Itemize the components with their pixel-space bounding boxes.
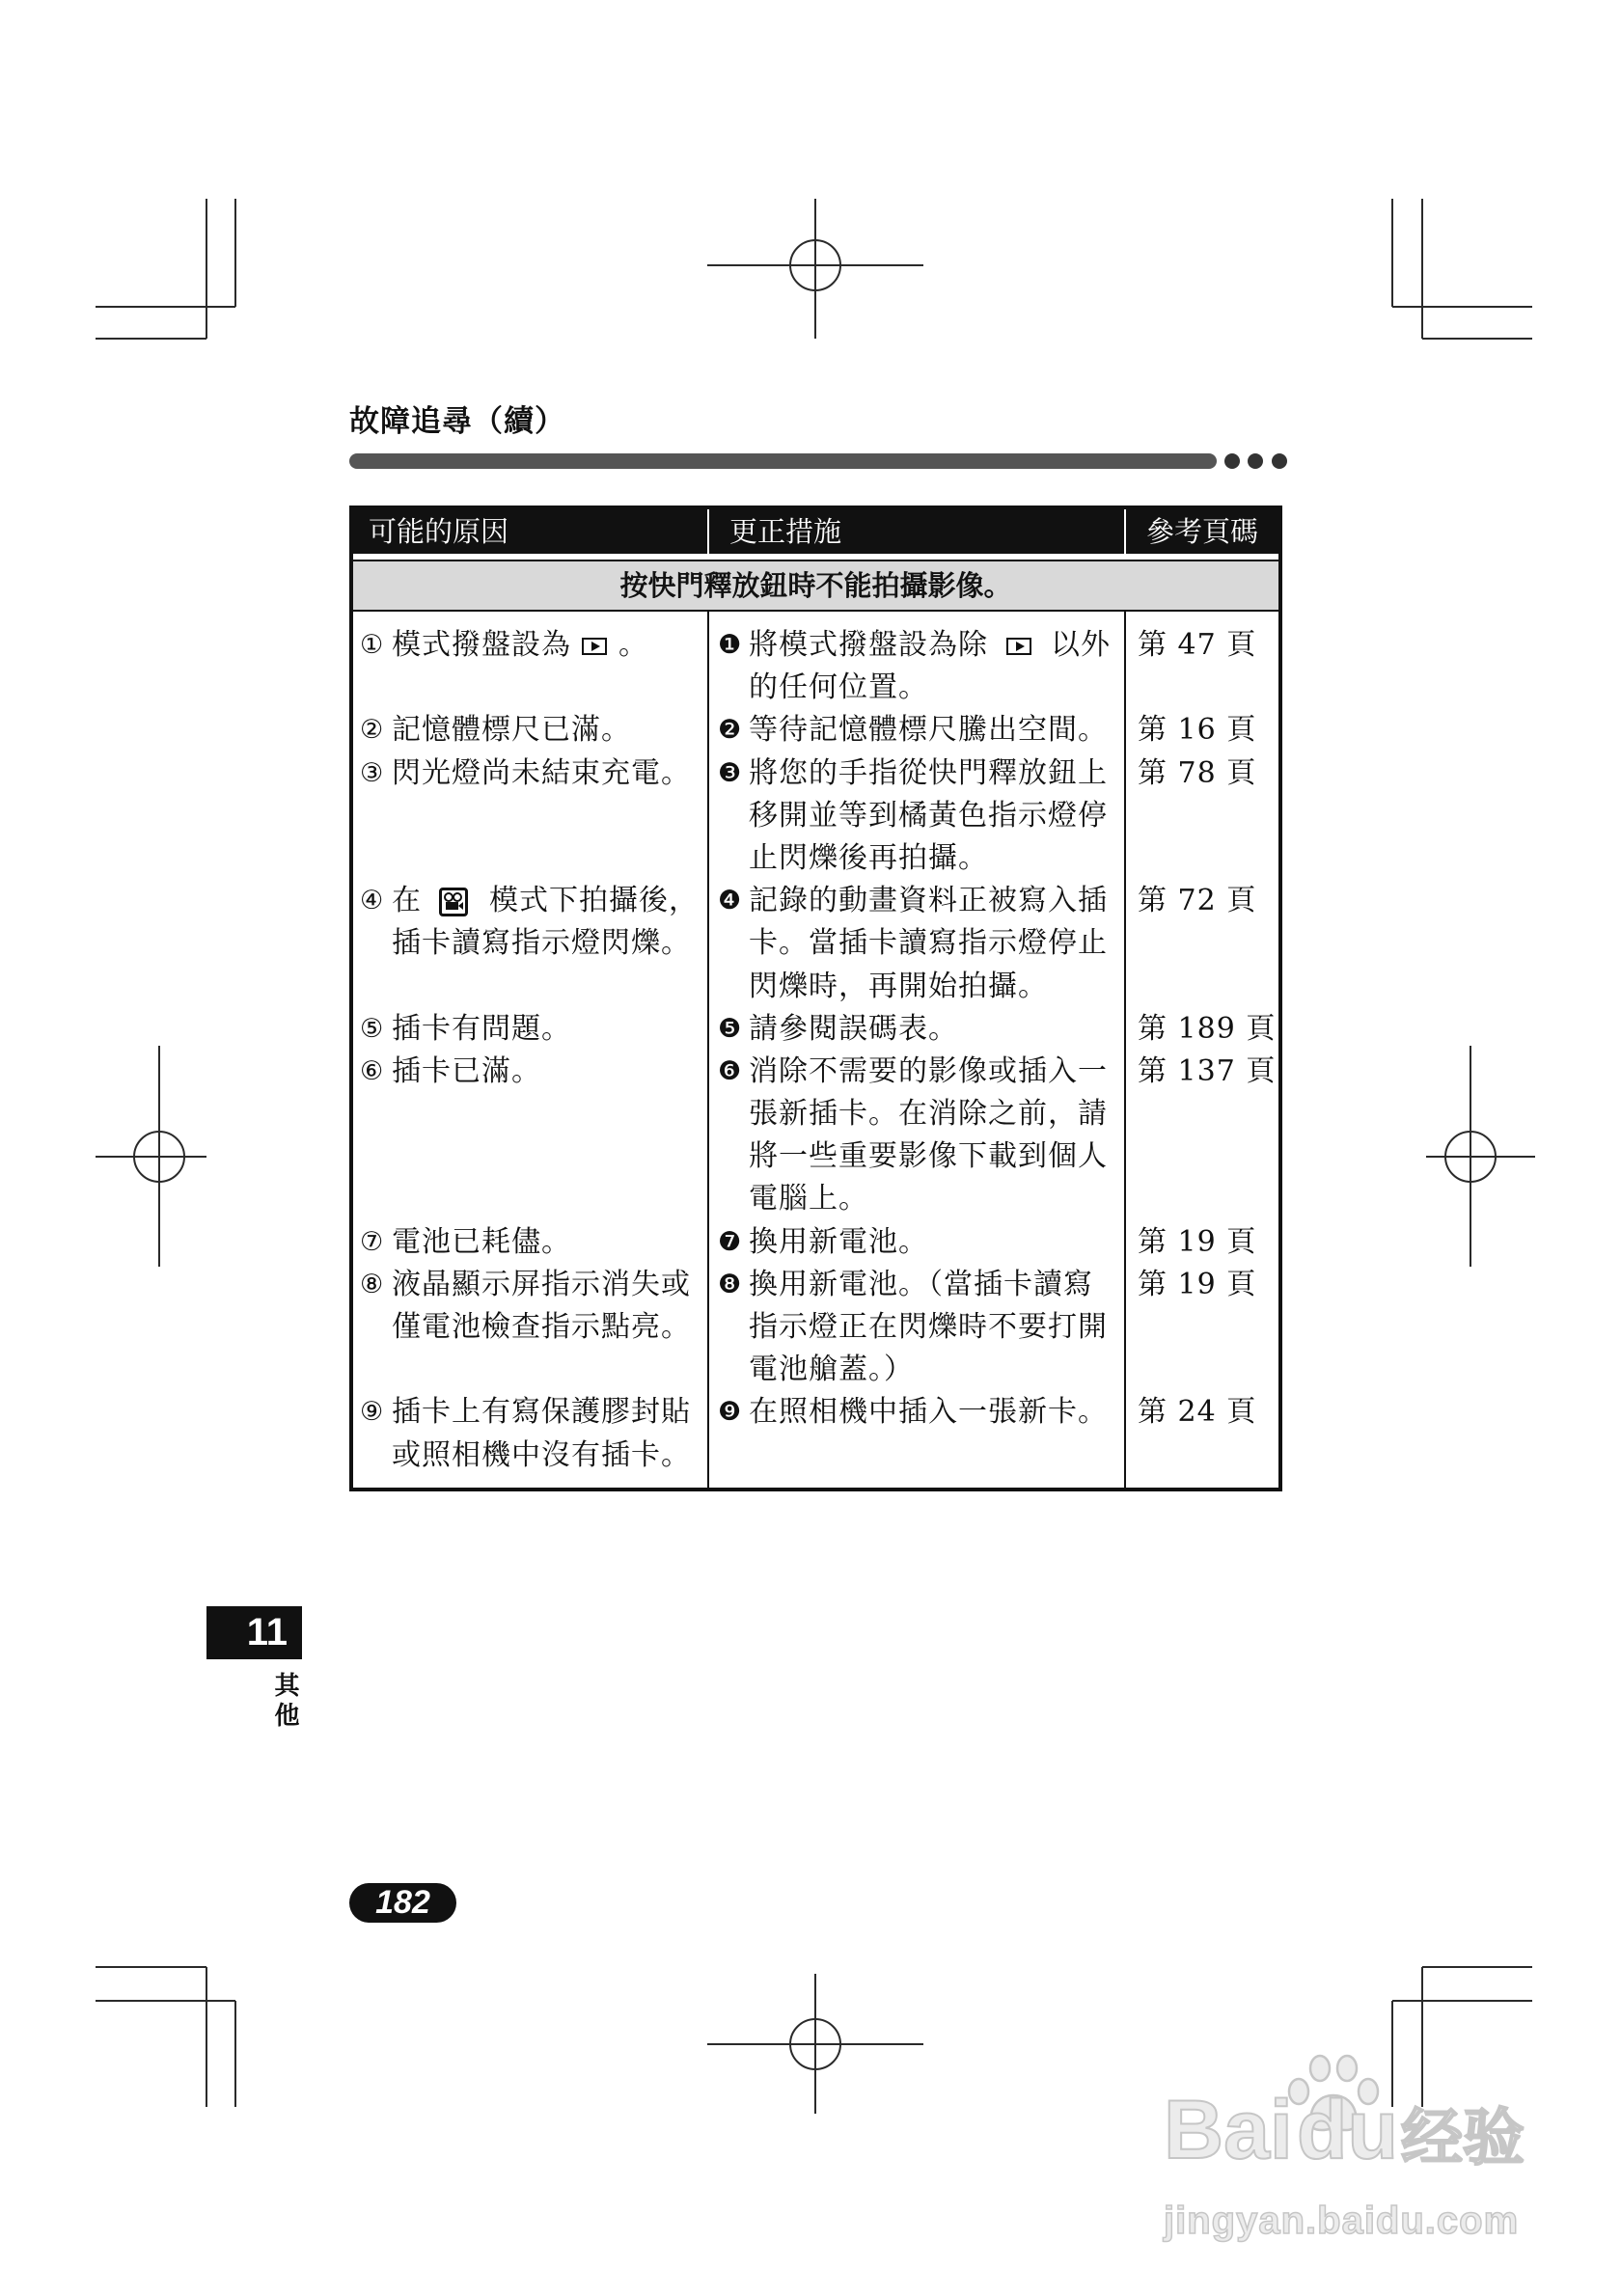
cause-marker: ⑦ bbox=[360, 1226, 384, 1257]
cause-lines bbox=[392, 880, 699, 965]
chapter-label: 其他 bbox=[270, 1672, 299, 1732]
cause-lines bbox=[392, 1051, 541, 1093]
fix-lines bbox=[749, 752, 1108, 881]
cause-marker: ⑧ bbox=[360, 1269, 384, 1299]
table-row bbox=[353, 1008, 1278, 1051]
cause-lines bbox=[392, 1008, 571, 1051]
fix-line: 的任何位置。 bbox=[749, 670, 928, 705]
watermark-brand: du bbox=[1297, 2084, 1399, 2176]
fix-marker: ❹ bbox=[718, 886, 742, 916]
section-title: 故障追尋（續） bbox=[349, 404, 565, 439]
table-row bbox=[353, 880, 1278, 1008]
fix-line: 閃爍時，再開始拍攝。 bbox=[749, 969, 1048, 1003]
watermark-url: jingyan.baidu.com bbox=[1164, 2200, 1520, 2242]
cause-marker: ④ bbox=[360, 886, 384, 916]
cause-line: 插卡讀寫指示燈閃爍。 bbox=[392, 926, 691, 961]
page-reference: 第 72 頁 bbox=[1138, 884, 1257, 918]
page-cell bbox=[1124, 1391, 1278, 1476]
page-number: 182 bbox=[349, 1883, 456, 1923]
cause-text: 模式下拍攝後， bbox=[489, 884, 699, 918]
table-row bbox=[353, 1391, 1278, 1476]
fix-line: 換用新電池。（當插卡讀寫 bbox=[749, 1267, 1093, 1301]
page-reference: 第 19 頁 bbox=[1138, 1224, 1257, 1259]
fix-lines bbox=[749, 1221, 928, 1264]
title-rule-bar bbox=[349, 453, 1217, 469]
table-row bbox=[353, 1221, 1278, 1264]
fix-line: 換用新電池。 bbox=[749, 1224, 928, 1259]
fix-cell bbox=[707, 1391, 1124, 1476]
cause-marker: ⑨ bbox=[360, 1397, 384, 1428]
rule-dot bbox=[1248, 453, 1263, 469]
cause-cell bbox=[353, 709, 707, 752]
watermark bbox=[1158, 2051, 1553, 2244]
fix-cell bbox=[707, 752, 1124, 881]
cause-lines bbox=[392, 709, 631, 752]
cause-lines bbox=[392, 624, 648, 667]
cause-line: 插卡已滿。 bbox=[392, 1053, 541, 1088]
cause-text: 在 bbox=[392, 884, 422, 918]
column-divider bbox=[1124, 612, 1126, 1488]
cause-cell bbox=[353, 880, 707, 1008]
cause-line: 液晶顯示屏指示消失或 bbox=[392, 1267, 691, 1301]
fix-line: 消除不需要的影像或插入一 bbox=[749, 1053, 1108, 1088]
cause-lines bbox=[392, 1221, 571, 1264]
column-divider bbox=[707, 612, 709, 1488]
fix-line: 張新插卡。在消除之前，請 bbox=[749, 1097, 1108, 1132]
cause-line: 或照相機中沒有插卡。 bbox=[392, 1437, 691, 1472]
crop-mark-bottom-left bbox=[96, 1967, 235, 2107]
fix-cell bbox=[707, 1008, 1124, 1051]
page-reference: 第 47 頁 bbox=[1138, 628, 1257, 662]
fix-lines bbox=[749, 1051, 1108, 1221]
page-cell bbox=[1124, 624, 1278, 709]
fix-cell bbox=[707, 1264, 1124, 1392]
page-reference: 第 189 頁 bbox=[1138, 1011, 1277, 1046]
fix-lines bbox=[749, 624, 1111, 709]
fix-marker: ❼ bbox=[718, 1226, 742, 1257]
cause-line: 插卡上有寫保護膠封貼 bbox=[392, 1395, 691, 1430]
troubleshooting-table bbox=[349, 506, 1282, 1491]
fix-cell bbox=[707, 709, 1124, 752]
page-cell bbox=[1124, 1264, 1278, 1392]
fix-line: 電腦上。 bbox=[749, 1182, 868, 1216]
watermark-label: 经验 bbox=[1401, 2103, 1525, 2173]
table-row bbox=[353, 752, 1278, 881]
cause-line: 電池已耗儘。 bbox=[392, 1224, 571, 1259]
cause-line bbox=[392, 880, 699, 922]
problem-heading: 按快門釋放鈕時不能拍攝影像。 bbox=[353, 560, 1278, 612]
playback-mode-icon bbox=[1006, 638, 1031, 655]
fix-line: 卡。當插卡讀寫指示燈停止 bbox=[749, 926, 1108, 961]
fix-lines bbox=[749, 1264, 1108, 1392]
table-header-row bbox=[353, 509, 1278, 554]
cause-line: 閃光燈尚未結束充電。 bbox=[392, 755, 691, 790]
rule-dot bbox=[1272, 453, 1287, 469]
cause-cell bbox=[353, 1051, 707, 1221]
cause-text: 。 bbox=[618, 628, 648, 662]
fix-lines bbox=[749, 880, 1108, 1008]
rule-dot bbox=[1224, 453, 1240, 469]
fix-marker: ❽ bbox=[718, 1269, 742, 1299]
registration-mark-left bbox=[96, 1046, 206, 1267]
page-reference: 第 19 頁 bbox=[1138, 1267, 1257, 1301]
movie-mode-icon bbox=[439, 888, 468, 916]
cause-marker: ② bbox=[360, 715, 384, 746]
cause-text: 模式撥盤設為 bbox=[392, 628, 571, 662]
cause-cell bbox=[353, 752, 707, 881]
page-cell bbox=[1124, 1221, 1278, 1264]
page-cell bbox=[1124, 1051, 1278, 1221]
fix-marker: ❾ bbox=[718, 1397, 742, 1428]
cause-line: 僅電池檢查指示點亮。 bbox=[392, 1310, 691, 1344]
cause-lines bbox=[392, 1264, 691, 1349]
table-row bbox=[353, 624, 1278, 709]
cause-lines bbox=[392, 752, 691, 795]
fix-line: 記錄的動畫資料正被寫入插 bbox=[749, 884, 1108, 918]
cause-marker: ⑥ bbox=[360, 1055, 384, 1086]
fix-marker: ❷ bbox=[718, 715, 742, 746]
page-reference: 第 24 頁 bbox=[1138, 1395, 1257, 1430]
fix-line: 請參閱誤碼表。 bbox=[749, 1011, 958, 1046]
page-cell bbox=[1124, 880, 1278, 1008]
table-row bbox=[353, 1264, 1278, 1392]
cause-cell bbox=[353, 1221, 707, 1264]
fix-lines bbox=[749, 709, 1108, 752]
playback-mode-icon bbox=[582, 638, 607, 655]
page-cell bbox=[1124, 752, 1278, 881]
table-row bbox=[353, 1051, 1278, 1221]
fix-cell bbox=[707, 880, 1124, 1008]
chapter-tab: 11 bbox=[206, 1606, 302, 1659]
cause-marker: ① bbox=[360, 630, 384, 660]
cause-cell bbox=[353, 624, 707, 709]
column-header-fix: 更正措施 bbox=[707, 509, 1124, 554]
page-cell bbox=[1124, 709, 1278, 752]
fix-line: 在照相機中插入一張新卡。 bbox=[749, 1395, 1108, 1430]
watermark-brand: Bai bbox=[1164, 2084, 1293, 2176]
page-reference: 第 78 頁 bbox=[1138, 755, 1257, 790]
column-header-cause: 可能的原因 bbox=[369, 515, 509, 548]
fix-line: 將一些重要影像下載到個人 bbox=[749, 1139, 1108, 1174]
fix-line: 電池艙蓋。） bbox=[749, 1353, 914, 1387]
crop-mark-top-left bbox=[96, 199, 235, 339]
fix-cell bbox=[707, 624, 1124, 709]
cause-lines bbox=[392, 1391, 691, 1476]
fix-lines bbox=[749, 1391, 1108, 1434]
registration-mark-bottom bbox=[707, 1974, 923, 2114]
cause-marker: ⑤ bbox=[360, 1013, 384, 1044]
registration-mark-right bbox=[1426, 1046, 1535, 1267]
fix-line: 移開並等到橘黃色指示燈停 bbox=[749, 798, 1108, 833]
fix-marker: ❻ bbox=[718, 1055, 742, 1086]
fix-line: 等待記憶體標尺騰出空間。 bbox=[749, 713, 1108, 748]
fix-line: 指示燈正在閃爍時不要打開 bbox=[749, 1310, 1108, 1344]
fix-text: 以外 bbox=[1051, 628, 1111, 662]
table-row bbox=[353, 709, 1278, 752]
fix-lines bbox=[749, 1008, 958, 1051]
fix-line bbox=[749, 624, 1111, 667]
fix-line: 將您的手指從快門釋放鈕上 bbox=[749, 755, 1108, 790]
fix-marker: ❺ bbox=[718, 1013, 742, 1044]
fix-line: 止閃爍後再拍攝。 bbox=[749, 840, 988, 875]
fix-marker: ❸ bbox=[718, 757, 742, 788]
registration-mark-top bbox=[707, 199, 923, 339]
page-reference: 第 16 頁 bbox=[1138, 713, 1257, 748]
cause-cell bbox=[353, 1008, 707, 1051]
cause-cell bbox=[353, 1391, 707, 1476]
fix-text: 將模式撥盤設為除 bbox=[749, 628, 988, 662]
crop-mark-top-right bbox=[1392, 199, 1532, 339]
page-cell bbox=[1124, 1008, 1278, 1051]
cause-marker: ③ bbox=[360, 757, 384, 788]
fix-cell bbox=[707, 1221, 1124, 1264]
fix-marker: ❶ bbox=[718, 630, 742, 660]
column-header-page: 參考頁碼 bbox=[1124, 509, 1278, 554]
cause-line bbox=[392, 624, 648, 667]
cause-cell bbox=[353, 1264, 707, 1392]
cause-line: 記憶體標尺已滿。 bbox=[392, 713, 631, 748]
fix-cell bbox=[707, 1051, 1124, 1221]
page-reference: 第 137 頁 bbox=[1138, 1053, 1277, 1088]
table-body bbox=[353, 612, 1278, 1488]
cause-line: 插卡有問題。 bbox=[392, 1011, 571, 1046]
